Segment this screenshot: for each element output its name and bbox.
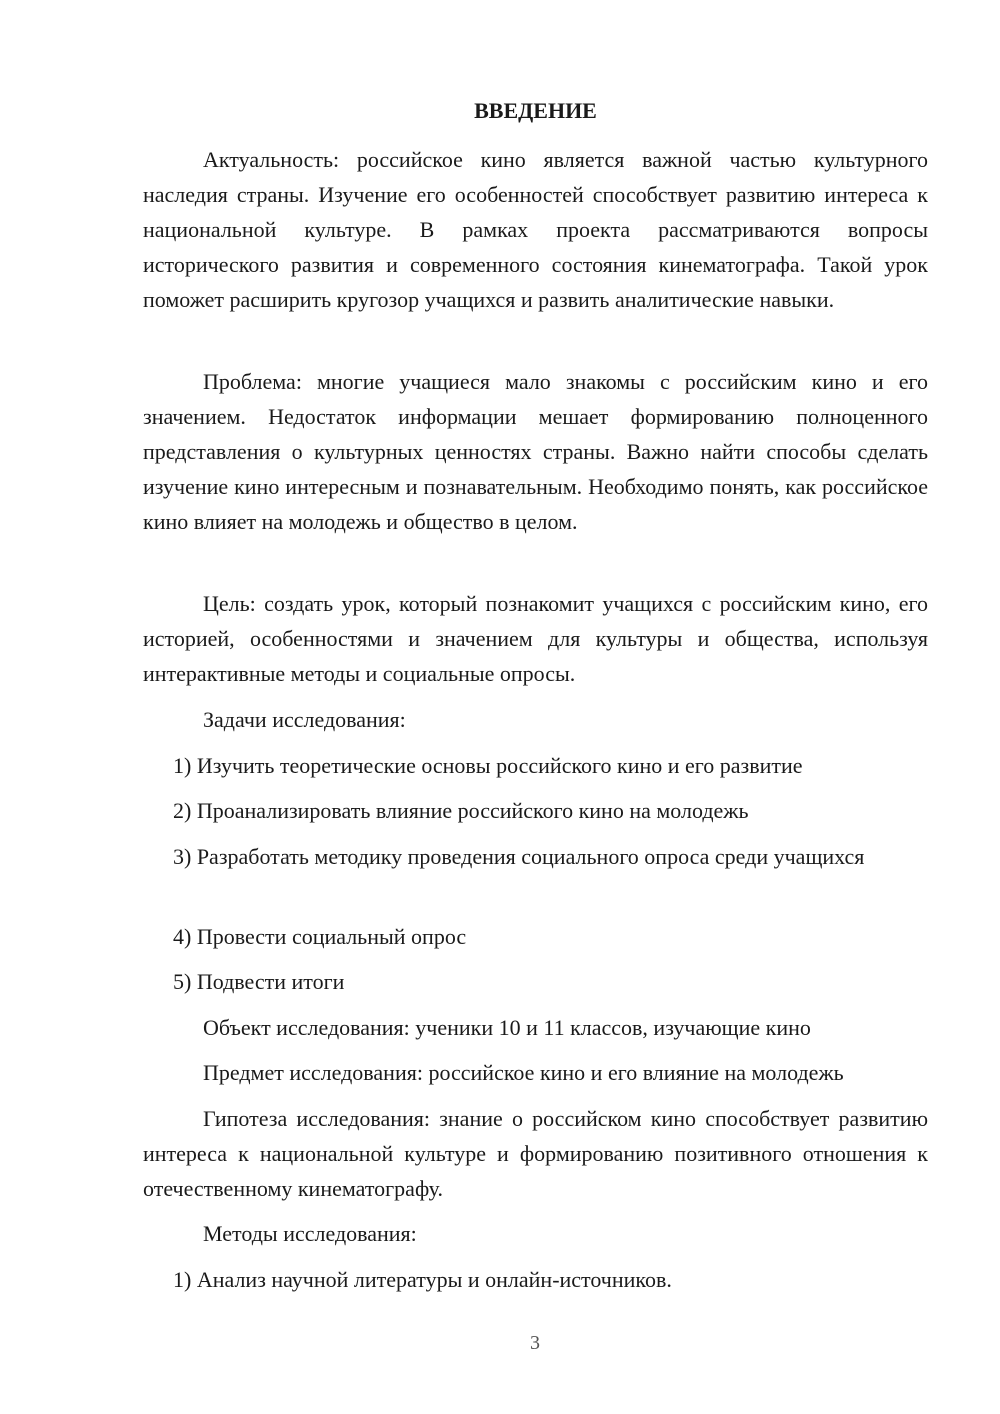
task-block-2 [143, 793, 928, 828]
subject-block [143, 1055, 928, 1090]
list-item: 1) Анализ научной литературы и онлайн-источников. [173, 1267, 672, 1292]
methods-title: Методы исследования: [203, 1221, 417, 1246]
paragraph-goal: Цель: создать урок, который познакомит учащихся с российским кино, его историей, особенностями и значением для культуры и общества, используя интерактивные методы и социальные опросы. [143, 591, 928, 686]
task-block-5 [143, 964, 928, 999]
methods-title-block [143, 1216, 928, 1251]
body-block-3 [143, 586, 928, 691]
list-item: 4) Провести социальный опрос [173, 924, 467, 949]
list-item: 3) Разработать методику проведения социального опроса среди учащихся [173, 844, 865, 869]
object-block [143, 1010, 928, 1045]
body-block-2 [143, 364, 928, 539]
tasks-title-block [143, 702, 928, 737]
hypothesis-block [143, 1101, 928, 1206]
page-number: 3 [530, 1332, 540, 1354]
list-item: 1) Изучить теоретические основы российского кино и его развитие [173, 753, 803, 778]
list-item: 2) Проанализировать влияние российского кино на молодежь [173, 798, 749, 823]
paragraph-problem: Проблема: многие учащиеся мало знакомы с российским кино и его значением. Недостаток информации мешает формированию полноценного представления о культурных ценностях страны. Важно найти способы сделать изучение кино интересным и познавательным. Необходимо понять, как российское кино влияет на молодежь и общество в целом. [143, 369, 928, 534]
method-block-1 [143, 1262, 928, 1297]
tasks-title: Задачи исследования: [203, 707, 406, 732]
paragraph-subject: Предмет исследования: российское кино и его влияние на молодежь [203, 1060, 844, 1085]
task-block-3 [143, 839, 928, 874]
body-block-1 [143, 142, 928, 317]
task-block-4 [143, 919, 928, 954]
section-heading: ВВЕДЕНИЕ [474, 98, 597, 123]
paragraph-object: Объект исследования: ученики 10 и 11 классов, изучающие кино [203, 1015, 811, 1040]
paragraph-relevance: Актуальность: российское кино является важной частью культурного наследия страны. Изучение его особенностей способствует развитию интереса к национальной культуре. В рамках проекта рассматриваются вопросы исторического развития и современного состояния кинематографа. Такой урок поможет расширить кругозор учащихся и развить аналитические навыки. [143, 147, 928, 312]
paragraph-hypothesis: Гипотеза исследования: знание о российском кино способствует развитию интереса к национальной культуре и формированию позитивного отношения к отечественному кинематографу. [143, 1106, 928, 1201]
list-item: 5) Подвести итоги [173, 969, 345, 994]
task-block-1 [143, 748, 928, 783]
